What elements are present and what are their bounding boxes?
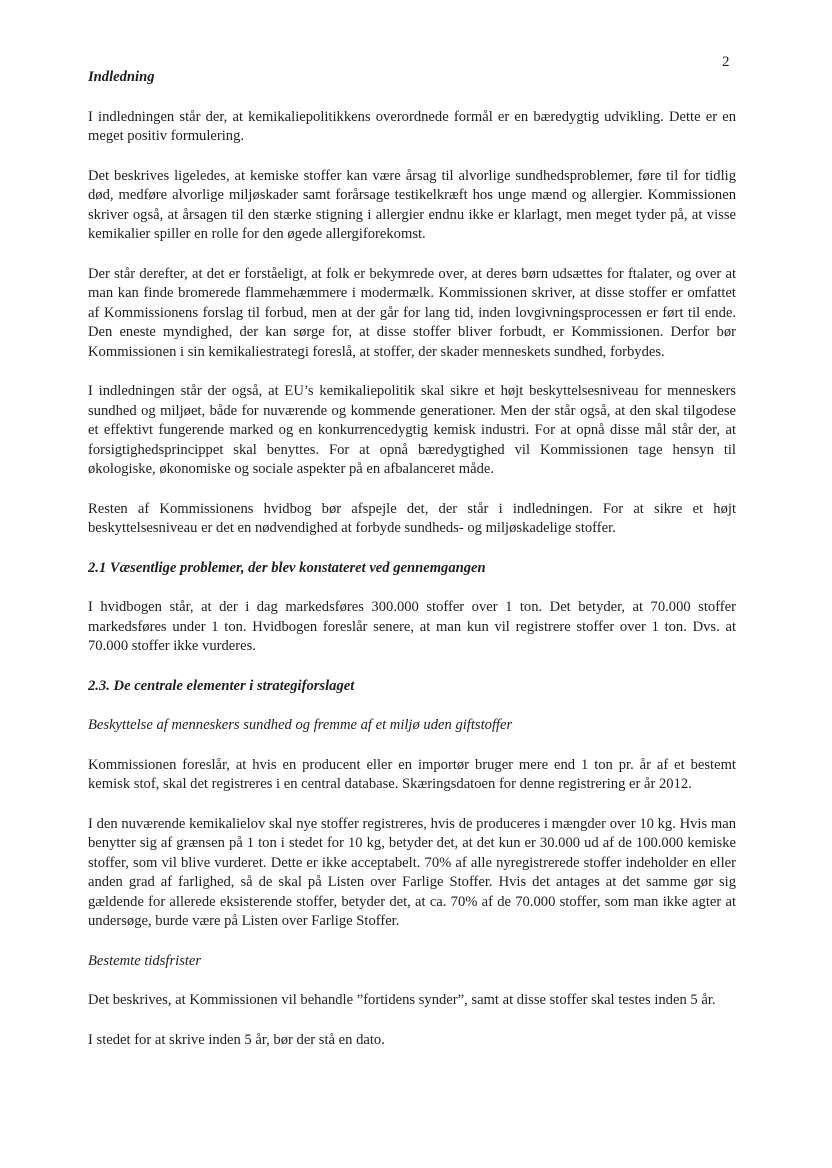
paragraph-indledning-4: I indledningen står der også, at EU’s kemikaliepolitik skal sikre et højt beskyttelsesniveau for menneskers sundhed og miljøet, både for nuværende og kommende generationer. Men der står også, at den skal tilgodese et effektivt fungerende marked og en konkurrencedygtig kemisk industri. For at opnå disse mål står der, at forsigtighedsprincippet skal benyttes. For at opnå bæredygtighed vil Kommissionen tage hensyn til økologiske, økonomiske og sociale aspekter på en afbalanceret måde. [88, 383, 736, 477]
paragraph-2-3-1: Kommissionen foreslår, at hvis en producent eller en importør bruger mere end 1 ton pr. år af et bestemt kemisk stof, skal det registreres i en central database. Skæringsdatoen for denne registrering er år 2012. [88, 756, 736, 792]
section-heading-2-3: 2.3. De centrale elementer i strategiforslaget [88, 677, 355, 694]
paragraph-2-1-1: I hvidbogen står, at der i dag markedsføres 300.000 stoffer over 1 ton. Det betyder, at 70.000 stoffer markedsføres under 1 ton. Hvidbogen foreslår senere, at man kun vil registrere stoffer over 1 ton. Dvs. at 70.000 stoffer ikke vurderes. [88, 599, 736, 654]
paragraph-indledning-5: Resten af Kommissionens hvidbog bør afspejle det, der står i indledningen. For at sikre et højt beskyttelsesniveau er det en nødvendighed at forbyde sundheds- og miljøskadelige stoffer. [88, 500, 736, 536]
paragraph-indledning-1: I indledningen står der, at kemikaliepolitikkens overordnede formål er en bæredygtig udvikling. Dette er en meget positiv formulering. [88, 108, 736, 144]
document-body [88, 68, 736, 1070]
paragraph-tidsfrister-1: Det beskrives, at Kommissionen vil behandle ”fortidens synder”, samt at disse stoffer skal testes inden 5 år. [88, 992, 716, 1008]
paragraph-tidsfrister-2: I stedet for at skrive inden 5 år, bør der stå en dato. [88, 1031, 385, 1048]
section-heading-indledning: Indledning [88, 69, 155, 85]
paragraph-indledning-3: Der står derefter, at det er forståeligt, at folk er bekymrede over, at deres børn udsættes for ftalater, og over at man kan finde bromerede flammehæmmere i modermælk. Kommissionen skriver, at disse stoffer er omfattet af Kommissionens forslag til forbud, men at der går for lang tid, inden lovgivningsprocessen er ført til ende. Den eneste myndighed, der kan sørge for, at disse stoffer bliver forbudt, er Kommissionen. Derfor bør Kommissionen i sin kemikaliestrategi foreslå, at stoffer, der skader menneskets sundhed, forbydes. [88, 265, 736, 360]
section-heading-2-1: 2.1 Væsentlige problemer, der blev konstateret ved gennemgangen [88, 559, 486, 576]
subheading-beskyttelse: Beskyttelse af menneskers sundhed og fremme af et miljø uden giftstoffer [88, 717, 513, 733]
subheading-tidsfrister: Bestemte tidsfrister [88, 952, 202, 969]
page-number: 2 [722, 54, 730, 70]
paragraph-indledning-2: Det beskrives ligeledes, at kemiske stoffer kan være årsag til alvorlige sundhedsproblemer, føre til for tidlig død, medføre alvorlige miljøskader samt forårsage testikelkræft hos unge mænd og allergier. Kommissionen skriver også, at årsagen til den stærke stigning i allergier endnu ikke er klarlagt, men meget tyder på, at visse kemikalier spiller en rolle for den øgede allergiforekomst. [88, 167, 736, 242]
paragraph-2-3-2: I den nuværende kemikalielov skal nye stoffer registreres, hvis de produceres i mængder over 10 kg. Hvis man benytter sig af grænsen på 1 ton i stedet for 10 kg, betyder det, at det kun er 30.000 ud af de 100.000 kemiske stoffer, som vil blive vurderet. Dette er ikke acceptabelt. 70% af alle nyregistrerede stoffer indeholder en eller anden grad af farlighed, så de skal på Listen over Farlige Stoffer. Hvis det antages at det samme gør sig gældende for allerede eksisterende stoffer, betyder det, at ca. 70% af de 70.000 stoffer, som man ikke agter at undersøge, burde være på Listen over Farlige Stoffer. [88, 815, 736, 929]
